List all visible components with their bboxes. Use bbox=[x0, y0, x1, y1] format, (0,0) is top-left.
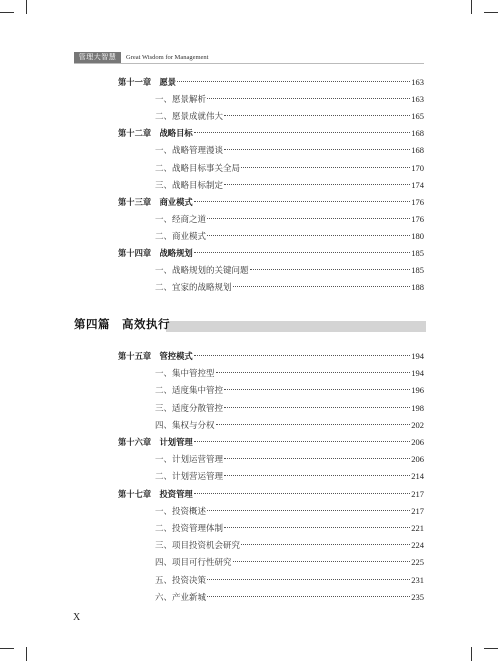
toc-entry-page: 194 bbox=[411, 351, 424, 361]
dot-leader bbox=[224, 407, 410, 408]
toc-entry-title: 六、产业新城 bbox=[155, 592, 207, 603]
dot-leader bbox=[207, 510, 410, 511]
toc-entry-title: 第十六章 计划管理 bbox=[118, 437, 193, 447]
toc-entry-page: 163 bbox=[411, 77, 424, 87]
dot-leader bbox=[207, 218, 410, 219]
toc-entry-page: 217 bbox=[411, 488, 424, 499]
toc-entry-title: 二、投资管理体制 bbox=[155, 524, 224, 534]
toc-section-entry bbox=[155, 211, 424, 227]
toc-entry-title: 一、战略管理漫谈 bbox=[155, 146, 224, 157]
dot-leader bbox=[216, 424, 411, 425]
dot-leader bbox=[207, 579, 410, 580]
toc-section-entry bbox=[155, 160, 424, 176]
dot-leader bbox=[224, 527, 410, 528]
toc-section-entry bbox=[155, 589, 424, 605]
toc-section-entry bbox=[155, 177, 424, 193]
toc-entry-title: 第十二章 战略目标 bbox=[118, 128, 193, 139]
part-heading-shade bbox=[166, 321, 426, 332]
dot-leader bbox=[194, 441, 411, 442]
dot-leader bbox=[207, 98, 410, 99]
toc-entry-page: 194 bbox=[411, 368, 424, 379]
toc-entry-title: 第十三章 商业模式 bbox=[118, 196, 193, 207]
page-number: X bbox=[73, 612, 81, 623]
dot-leader bbox=[194, 355, 411, 356]
toc-chapter-entry bbox=[118, 194, 424, 210]
toc-entry-page: 168 bbox=[411, 128, 424, 139]
toc-entry-title: 二、愿景成就伟大 bbox=[155, 112, 224, 123]
toc-entry-page: 188 bbox=[411, 282, 424, 293]
toc-entry-title: 第十七章 投资管理 bbox=[118, 488, 193, 499]
toc-entry-page: 185 bbox=[411, 265, 424, 276]
crop-mark bbox=[484, 648, 498, 649]
crop-mark bbox=[484, 12, 498, 13]
toc-entry-page: 231 bbox=[411, 574, 424, 585]
dot-leader bbox=[224, 458, 410, 459]
toc-chapter-entry bbox=[118, 486, 424, 502]
toc-entry-page: 168 bbox=[411, 145, 424, 156]
toc-entry-title: 四、项目可行性研究 bbox=[155, 558, 232, 569]
toc-entry-title: 第十五章 管控模式 bbox=[118, 351, 193, 361]
toc-entry-page: 202 bbox=[411, 419, 424, 430]
toc-section-entry bbox=[155, 279, 424, 295]
toc-entry-page: 176 bbox=[411, 213, 424, 224]
toc-section-entry bbox=[155, 520, 424, 536]
dot-leader bbox=[250, 269, 411, 270]
toc-entry-page: 224 bbox=[411, 540, 424, 551]
toc-entry-page: 206 bbox=[411, 454, 424, 465]
dot-leader bbox=[194, 252, 411, 253]
toc-section-entry bbox=[155, 262, 424, 278]
toc-entry-page: 217 bbox=[411, 505, 424, 516]
crop-mark bbox=[26, 647, 27, 661]
part-heading bbox=[74, 316, 426, 332]
toc-chapter-entry bbox=[118, 74, 424, 90]
book-english-title: Great Wisdom for Management bbox=[126, 54, 209, 61]
toc-section-entry bbox=[155, 228, 424, 244]
toc-entry-title: 二、适度集中管控 bbox=[155, 386, 224, 397]
part-title: 第四篇 高效执行 bbox=[74, 317, 170, 331]
toc-entry-title: 一、投资概述 bbox=[155, 506, 207, 517]
toc-section-entry bbox=[155, 417, 424, 433]
toc-entry-title: 第十一章 愿景 bbox=[118, 77, 177, 87]
running-header bbox=[74, 52, 424, 64]
dot-leader bbox=[207, 235, 410, 236]
toc-entry-title: 一、集中管控型 bbox=[155, 369, 215, 380]
toc-entry-title: 一、经商之道 bbox=[155, 214, 207, 225]
crop-mark bbox=[471, 647, 472, 661]
toc-entry-page: 206 bbox=[411, 437, 424, 447]
toc-entry-page: 170 bbox=[411, 162, 424, 173]
toc-chapter-entry bbox=[118, 125, 424, 141]
dot-leader bbox=[177, 81, 410, 82]
toc-section-entry bbox=[155, 503, 424, 519]
toc-entry-title: 四、集权与分权 bbox=[155, 420, 215, 431]
toc-section-entry bbox=[155, 91, 424, 107]
toc-entry-page: 221 bbox=[411, 523, 424, 533]
toc-entry-title: 二、计划营运管理 bbox=[155, 472, 224, 483]
toc-section-entry bbox=[155, 572, 424, 588]
dot-leader bbox=[207, 596, 410, 597]
crop-mark bbox=[0, 648, 14, 649]
dot-leader bbox=[224, 389, 410, 390]
toc-section-entry bbox=[155, 400, 424, 416]
toc-entry-title: 第十四章 战略规划 bbox=[118, 248, 193, 258]
book-series-tag: 管理大智慧 bbox=[74, 52, 121, 63]
dot-leader bbox=[233, 286, 411, 287]
toc-section-entry bbox=[155, 468, 424, 484]
toc-section-entry bbox=[155, 554, 424, 570]
toc-entry-title: 三、适度分散管控 bbox=[155, 403, 224, 414]
toc-section-entry bbox=[155, 142, 424, 158]
toc-entry-page: 176 bbox=[411, 196, 424, 207]
toc-section-entry bbox=[155, 108, 424, 124]
dot-leader bbox=[224, 184, 410, 185]
toc-section-entry bbox=[155, 451, 424, 467]
toc-entry-page: 163 bbox=[411, 94, 424, 105]
toc-section-entry bbox=[155, 537, 424, 553]
toc-entry-title: 五、投资决策 bbox=[155, 575, 207, 586]
toc-entry-page: 196 bbox=[411, 385, 424, 396]
toc-entry-page: 174 bbox=[411, 179, 424, 190]
toc-entry-title: 三、项目投资机会研究 bbox=[155, 541, 241, 552]
dot-leader bbox=[194, 132, 411, 133]
toc-entry-title: 三、战略目标制定 bbox=[155, 180, 224, 191]
crop-mark bbox=[0, 12, 14, 13]
dot-leader bbox=[224, 149, 410, 150]
toc-entry-page: 235 bbox=[411, 591, 424, 602]
dot-leader bbox=[216, 372, 411, 373]
dot-leader bbox=[233, 561, 411, 562]
toc-entry-page: 198 bbox=[411, 402, 424, 413]
toc-entry-page: 165 bbox=[411, 111, 424, 122]
toc-entry-page: 214 bbox=[411, 471, 424, 482]
toc-section-entry bbox=[155, 382, 424, 398]
toc-entry-title: 二、商业模式 bbox=[155, 231, 207, 242]
dot-leader bbox=[224, 115, 410, 116]
toc-entry-page: 180 bbox=[411, 230, 424, 241]
toc-entry-title: 一、战略规划的关键问题 bbox=[155, 266, 249, 277]
toc-section-entry bbox=[155, 365, 424, 381]
toc-chapter-entry bbox=[118, 434, 424, 450]
toc-entry-page: 185 bbox=[411, 248, 424, 258]
toc-entry-title: 二、宜家的战略规划 bbox=[155, 283, 232, 294]
dot-leader bbox=[194, 493, 411, 494]
dot-leader bbox=[224, 475, 410, 476]
dot-leader bbox=[194, 201, 411, 202]
crop-mark bbox=[471, 0, 472, 14]
toc-entry-title: 一、愿景解析 bbox=[155, 95, 207, 106]
crop-mark bbox=[26, 0, 27, 14]
toc-entry-page: 225 bbox=[411, 557, 424, 568]
toc-chapter-entry bbox=[118, 245, 424, 261]
dot-leader bbox=[241, 544, 410, 545]
toc-entry-title: 一、计划运营管理 bbox=[155, 455, 224, 466]
toc-chapter-entry bbox=[118, 348, 424, 364]
header-rule bbox=[74, 63, 424, 64]
dot-leader bbox=[241, 167, 410, 168]
toc-entry-title: 二、战略目标事关全局 bbox=[155, 163, 241, 174]
